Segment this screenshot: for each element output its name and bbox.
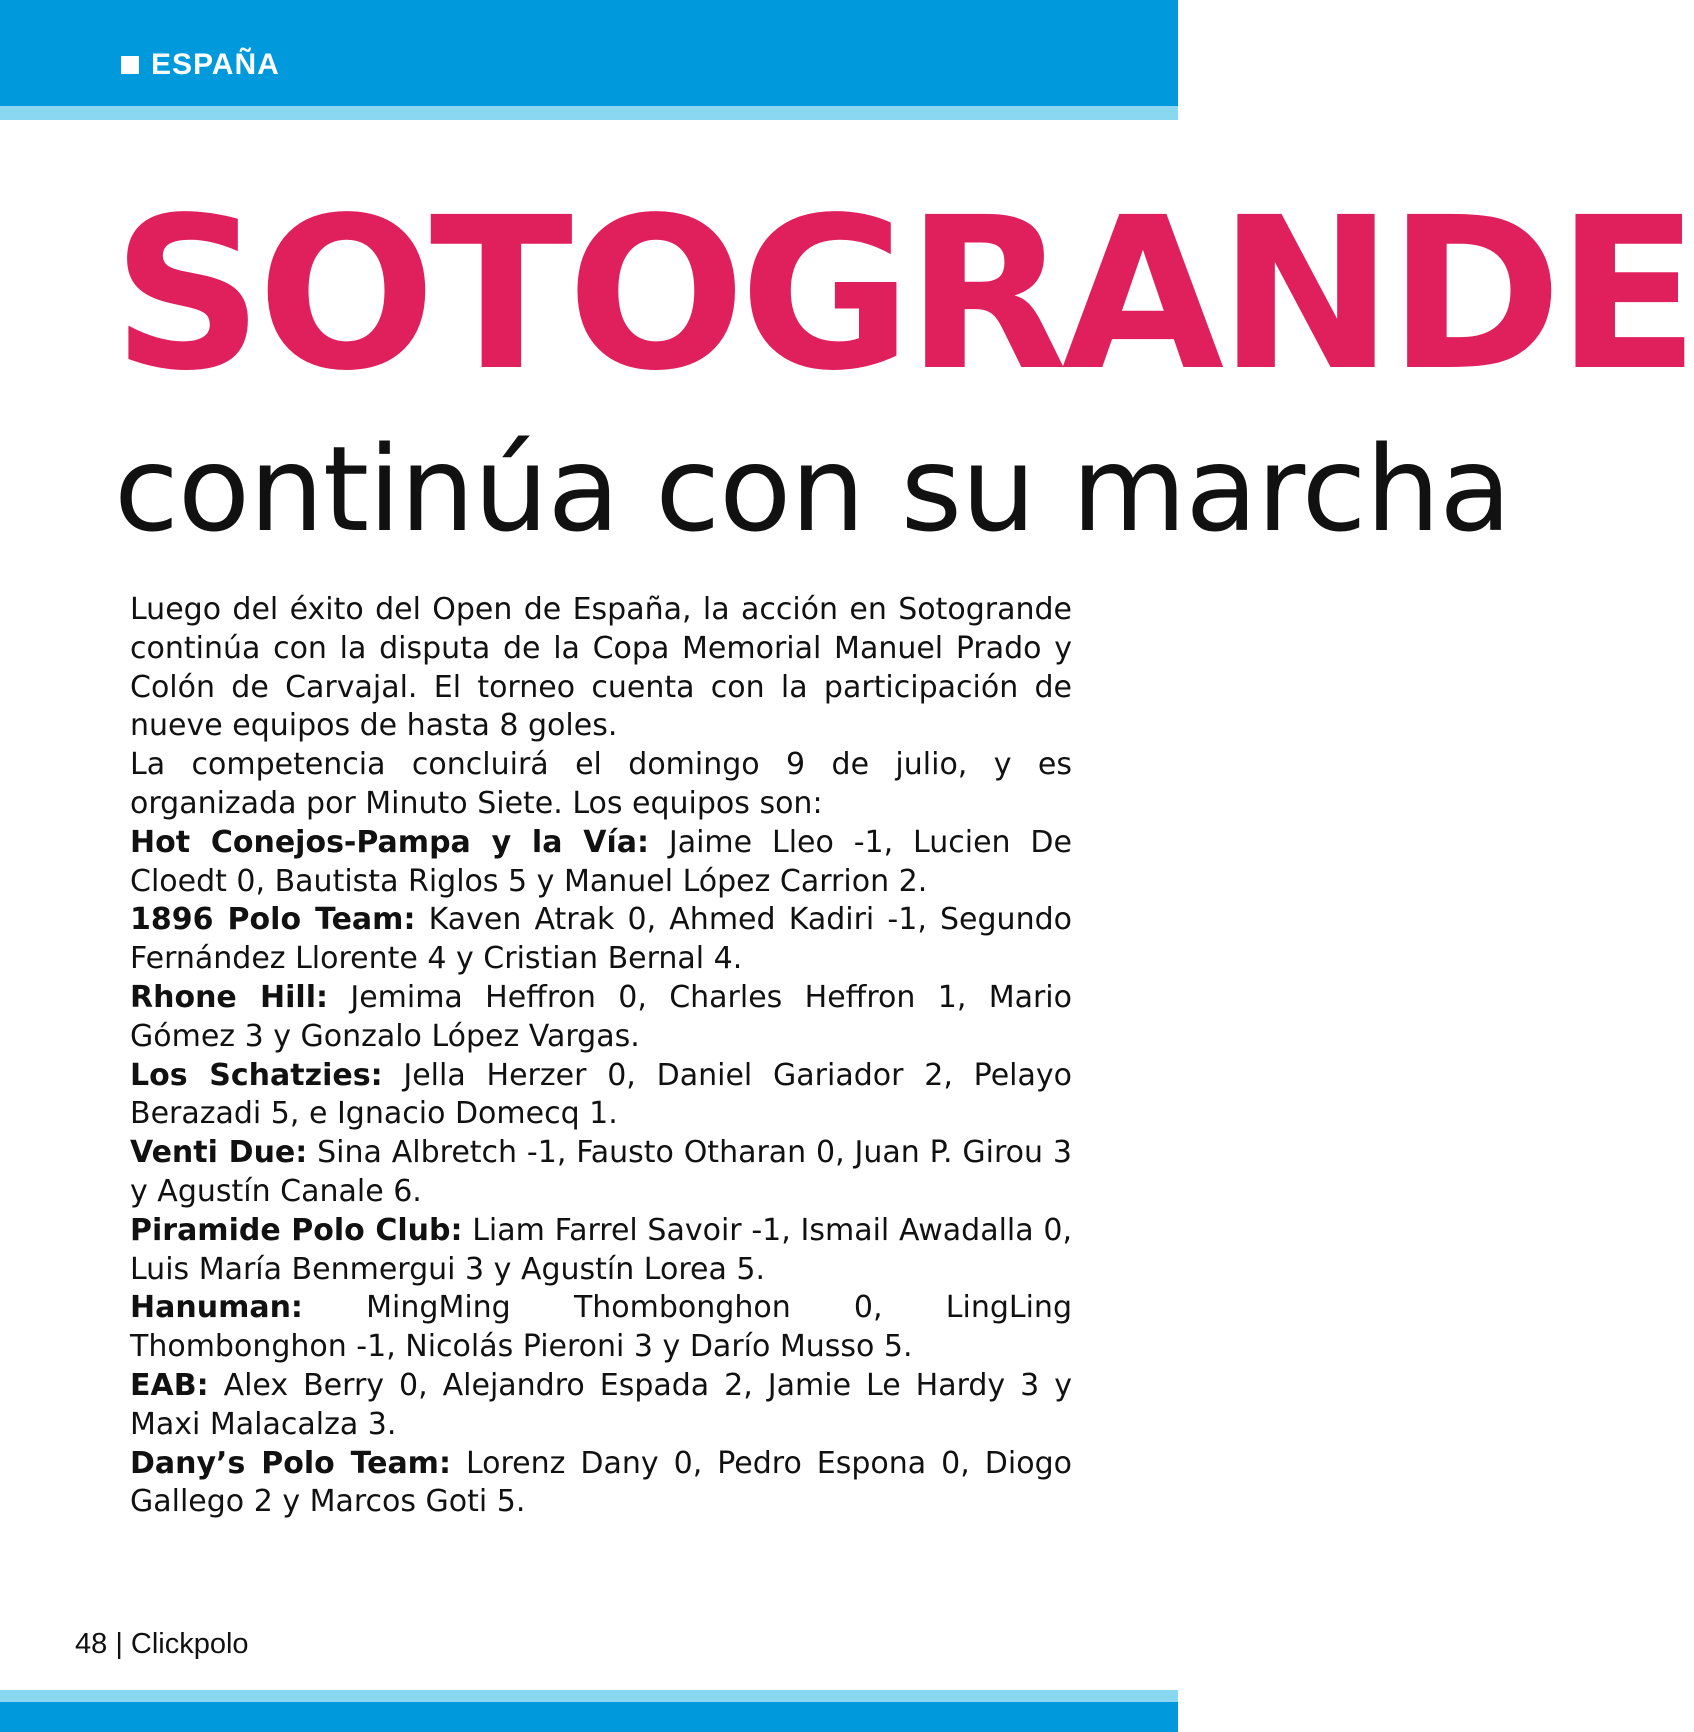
team-players: MingMing Thombonghon 0, LingLing Thombonghon -1, Nicolás Pieroni 3 y Darío Musso 5. xyxy=(130,1290,1072,1365)
team-players: Lorenz Dany 0, Pedro Espona 0, Diogo Gallego 2 y Marcos Goti 5. xyxy=(130,1445,1072,1520)
team-players: Liam Farrel Savoir -1, Ismail Awadalla 0, Luis María Benmergui 3 y Agustín Lorea 5. xyxy=(130,1212,1072,1287)
team-entry xyxy=(130,1445,1072,1523)
team-players: Jella Herzer 0, Daniel Gariador 2, Pelayo Berazadi 5, e Ignacio Domecq 1. xyxy=(130,1057,1072,1132)
team-name: Venti Due: xyxy=(130,1135,308,1171)
team-name: 1896 Polo Team: xyxy=(130,902,416,938)
team-entry xyxy=(130,1289,1072,1367)
article-intro-2: La competencia concluirá el domingo 9 de julio, y es organizada por Minuto Siete. Los equipos son: xyxy=(130,747,1072,821)
team-entry xyxy=(130,1057,1072,1135)
team-players: Jaime Lleo -1, Lucien De Cloedt 0, Bautista Riglos 5 y Manuel López Carrion 2. xyxy=(130,824,1072,899)
team-entry xyxy=(130,1367,1072,1445)
team-entry xyxy=(130,1212,1072,1290)
team-name: Rhone Hill: xyxy=(130,979,328,1015)
article-body xyxy=(130,591,1072,1522)
team-entry xyxy=(130,824,1072,902)
page-subtitle: continúa con su marcha xyxy=(114,420,1511,558)
section-label: ESPAÑA xyxy=(151,48,280,81)
title-block xyxy=(0,0,1694,560)
team-players: Jemima Heffron 0, Charles Heffron 1, Mario Gómez 3 y Gonzalo López Vargas. xyxy=(130,979,1072,1054)
team-players: Sina Albretch -1, Fausto Otharan 0, Juan P. Girou 3 y Agustín Canale 6. xyxy=(130,1135,1072,1209)
page-title: SOTOGRANDE xyxy=(112,172,1694,417)
team-players: Kaven Atrak 0, Ahmed Kadiri -1, Segundo Fernández Llorente 4 y Cristian Bernal 4. xyxy=(130,902,1072,977)
page-footer-credit: 48 | Clickpolo xyxy=(75,1628,249,1660)
team-name: Hot Conejos-Pampa y la Vía: xyxy=(130,824,649,860)
team-entry xyxy=(130,901,1072,979)
team-players: Alex Berry 0, Alejandro Espada 2, Jamie Le Hardy 3 y Maxi Malacalza 3. xyxy=(130,1367,1072,1442)
team-name: Los Schatzies: xyxy=(130,1057,383,1093)
team-name: Piramide Polo Club: xyxy=(130,1212,463,1248)
team-entry xyxy=(130,979,1072,1057)
team-entry xyxy=(130,1134,1072,1212)
footer-band xyxy=(0,1702,1178,1732)
team-name: Hanuman: xyxy=(130,1290,303,1326)
team-name: Dany’s Polo Team: xyxy=(130,1445,451,1481)
team-name: EAB: xyxy=(130,1367,209,1403)
footer-stripe xyxy=(0,1690,1178,1702)
article-intro: Luego del éxito del Open de España, la acción en Sotogrande continúa con la disputa de la Copa Memorial Manuel Prado y Colón de Carvajal. El torneo cuenta con la participación de nueve equipos de hasta 8 goles. xyxy=(130,592,1072,744)
